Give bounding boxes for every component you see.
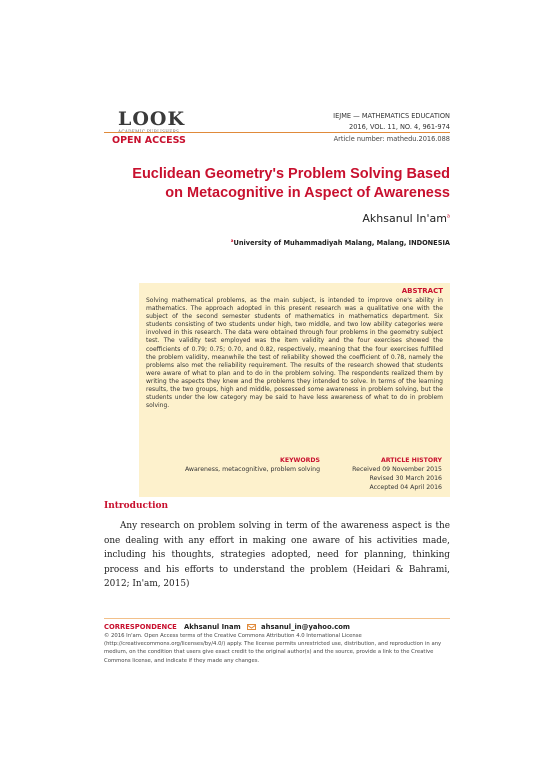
license-text: © 2016 In'am. Open Access terms of the Creative Commons Attribution 4.0 International License (http://creativecommons.org/licenses/by/4.0/) apply. The license permits unrestricted use, distribution, and reproduction in any medium, on the condition that users give exact credit to the original author(s) and the source, provide a link to the Creative Commons license, and indicate if they made any changes.: [104, 633, 442, 664]
correspondence-email[interactable]: ahsanul_in@yahoo.com: [261, 623, 351, 631]
logo-wordmark: LOOK: [118, 108, 185, 130]
affiliation: [231, 238, 450, 247]
abstract-text: Solving mathematical problems, as the main subject, is intended to improve one's ability in mathematics. The approach adopted in this present research was a qualitative one with the subject of the second semester students of mathematics in mathematics department. Six students consisting of two students under high, two middle, and two low ability categories were involved in this research. The data were obtained through four problems in the geometry subject test. The validity test employed was the item validity and the four exercises showed the coefficients of 0.79; 0.75; 0.70, and 0.82, respectively, meaning that the four exercises fulfilled the problem validity, meanwhile the test of reliability showed the coefficient of 0.78, namely the problems also met the reliability requirement. The results of the research showed that students were aware of what to plan and to do in the problem solving. The respondents realized them by writing the aspects they knew and the problems they intended to solve. In terms of the learning results, the two groups, high and middle, possessed some awareness in problem solving, but the students under the low category may be said to have less awareness of what to do in problem solving.: [146, 297, 443, 410]
revised-date: Revised 30 March 2016: [369, 474, 442, 482]
author-name: Akhsanul In'am: [362, 212, 447, 225]
received-date: Received 09 November 2015: [352, 466, 442, 473]
correspondence-line: [104, 618, 450, 631]
author-superscript: a: [446, 213, 450, 220]
article-number: Article number: mathedu.2016.088: [333, 135, 450, 143]
publisher-logo: [118, 110, 188, 134]
history-dates: [352, 466, 442, 492]
accepted-date: Accepted 04 April 2016: [369, 483, 442, 491]
history-heading: ARTICLE HISTORY: [381, 457, 442, 464]
affiliation-superscript: a: [230, 238, 234, 243]
introduction-heading: Introduction: [104, 501, 169, 511]
author-line: [362, 212, 450, 225]
correspondence-label: CORRESPONDENCE: [104, 623, 177, 631]
journal-info: [333, 111, 450, 143]
mail-icon: [247, 624, 256, 630]
affiliation-text: University of Muhammadiyah Malang, Malang, INDONESIA: [233, 239, 450, 248]
logo-subtitle: ACADEMIC PUBLISHERS: [118, 129, 180, 134]
introduction-text: Any research on problem solving in term of the awareness aspect is the one dealing with any effort in making one aware of his activities made, including his thoughts, strategies adopted, need for planning, thinking process and his efforts to understand the problem (Heidari & Bahrami, 2012; In'am, 2015): [104, 521, 450, 589]
open-access-label: OPEN ACCESS: [112, 135, 186, 146]
abstract-box: [139, 283, 450, 441]
abstract-heading: ABSTRACT: [401, 287, 443, 295]
paper-title: Euclidean Geometry's Problem Solving Based on Metacognitive in Aspect of Awareness: [132, 166, 450, 201]
keywords-history-box: [139, 441, 450, 497]
correspondence-name: Akhsanul Inam: [184, 623, 241, 631]
journal-volume: 2016, VOL. 11, NO. 4, 961-974: [349, 123, 450, 131]
journal-name: IEJME — MATHEMATICS EDUCATION: [333, 112, 450, 120]
keywords-text: Awareness, metacognitive, problem solving: [184, 466, 320, 473]
keywords-heading: KEYWORDS: [280, 457, 320, 464]
